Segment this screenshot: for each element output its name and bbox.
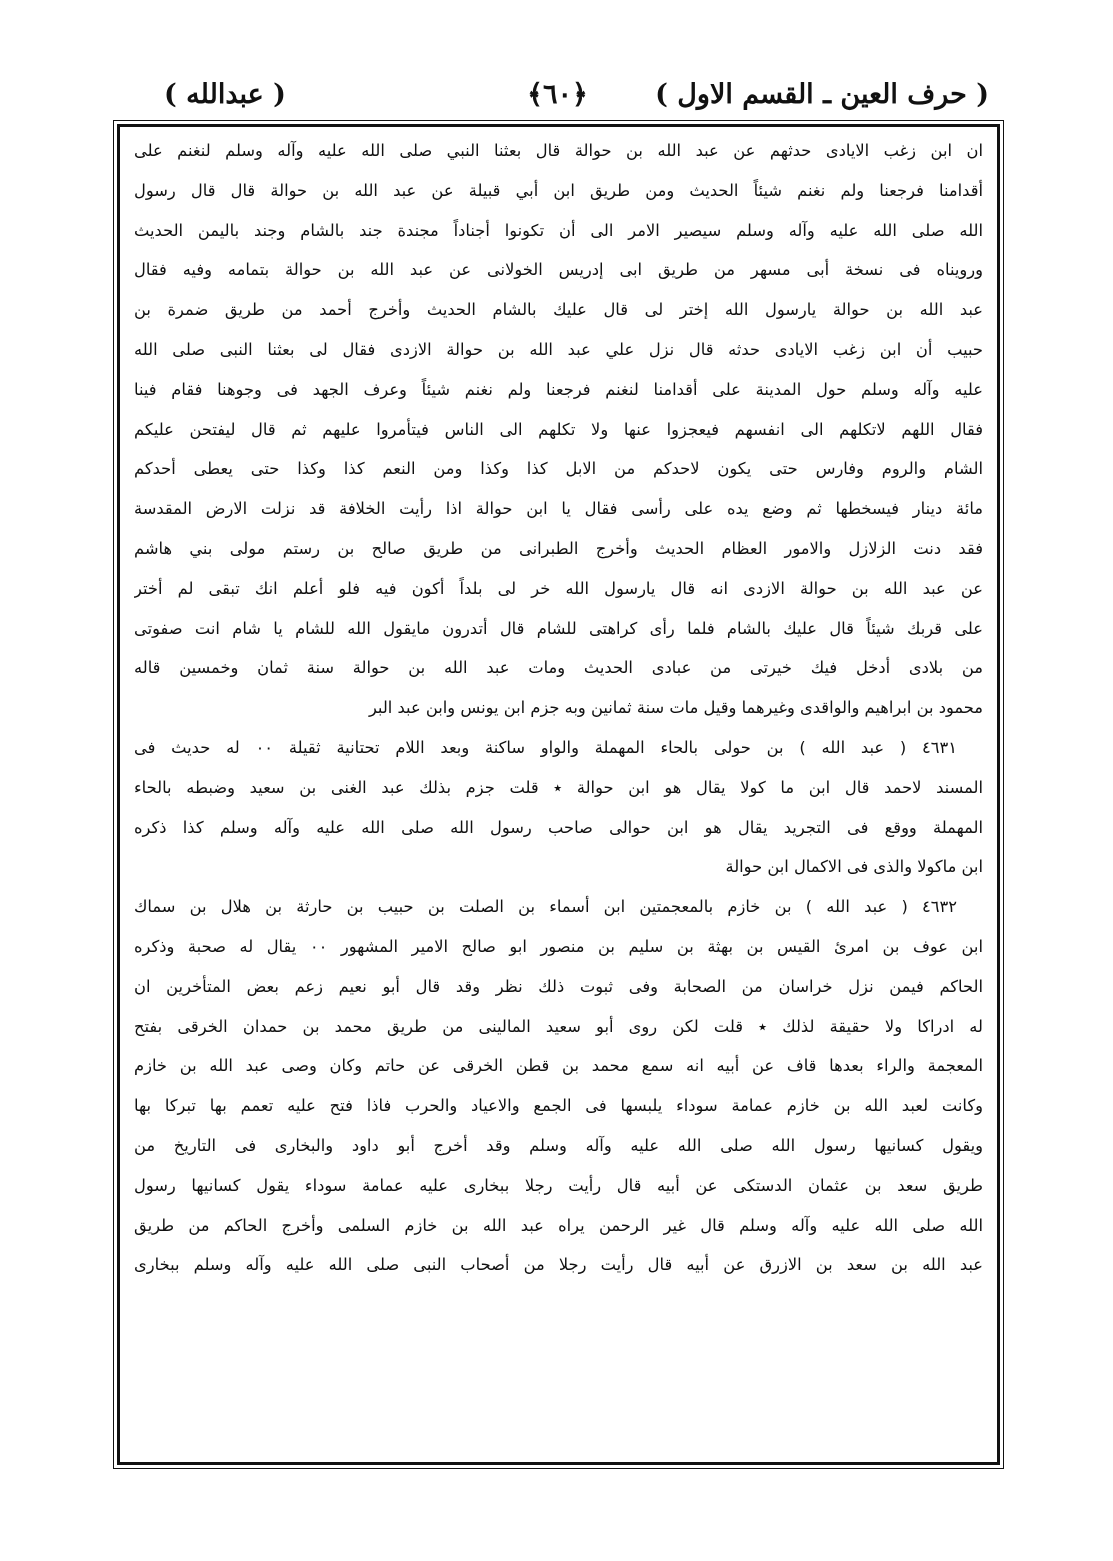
text-line: أقدامنا فرجعنا ولم نغنم شيئاً الحديث ومن طريق ابن أبي قبيلة عن عبد الله بن حوالة قال قال رسول: [134, 180, 983, 200]
text-line: مائة دينار فيسخطها ثم وضع يده على رأسى فقال يا ابن حوالة اذا رأيت الخلافة قد نزلت الارض المقدسة: [134, 499, 983, 519]
text-line: فقد دنت الزلازل والامور العظام الحديث وأخرج الطبرانى من طريق صالح بن رستم مولى بني هاشم: [134, 538, 983, 558]
entry-heading-line: ٤٦٣١ ( عبد الله ) بن حولى بالحاء المهملة والواو ساكنة وبعد اللام تحتانية ثقيلة ٠٠ له حديث فى: [134, 737, 957, 757]
text-line: عبد الله بن سعد بن الازرق عن أبيه قال رأيت رجلا من أصحاب النبى صلى الله عليه وآله وسلم ببخارى: [134, 1255, 983, 1275]
text-line: طريق سعد بن عثمان الدستكى عن أبيه قال رأيت رجلا ببخارى عليه عمامة سوداء يقول كسانيها رسول: [134, 1175, 983, 1195]
text-line: من بلادى أدخل فيك خيرتى من عبادى الحديث ومات عبد الله بن حوالة سنة ثمان وخمسين قاله: [134, 658, 983, 678]
text-line: عن عبد الله بن حوالة الازدى انه قال يارسول الله خر لى بلداً أكون فيه فلو أعلم انك تبقى لم أختر: [134, 578, 983, 598]
text-frame: [117, 124, 1000, 1465]
text-line: المعجمة والراء بعدها قاف عن أبيه انه سمع محمد بن قطن الخرقى عن حاتم وكان وصى عبد الله بن خازم: [134, 1056, 983, 1076]
running-head-section: ( حرف العين ـ القسم الاول ): [655, 79, 989, 110]
text-line: ويقول كسانيها رسول الله صلى الله عليه وآله وسلم وقد أخرج أبو داود والبخارى فى التاريخ من: [134, 1135, 983, 1155]
text-line: حبيب أن ابن زغب الايادى حدثه قال نزل علي عبد الله بن حوالة الازدى فقال لى بعثنا النبى صلى الله: [134, 339, 983, 359]
text-line: الحاكم فيمن نزل خراسان من الصحابة وفى ثبوت ذلك نظر وقد قال أبو نعيم زعم بعض المتأخرين ان: [134, 976, 983, 996]
text-line: وكانت لعبد الله بن خازم عمامة سوداء يلبسها فى الجمع والاعياد والحرب فاذا فتح عليه تعمم بها تبركا بها: [134, 1096, 983, 1116]
text-line: ابن ماكولا والذى فى الاكمال ابن حوالة: [725, 857, 983, 877]
text-line: ورويناه فى نسخة أبى مسهر من طريق ابى إدريس الخولانى عن عبد الله بن حوالة بتمامه وفيه فقال: [134, 260, 983, 280]
text-line: الله صلى الله عليه وآله وسلم سيصير الامر الى أن تكونوا أجناداً مجندة جند بالشام وجند باليمن الحديث: [134, 220, 983, 240]
text-line: عبد الله بن حوالة يارسول الله إختر لى قال عليك بالشام الحديث وأخرج أحمد من طريق ضمرة بن: [134, 300, 983, 320]
text-line: له ادراكا ولا حقيقة لذلك ٭ قلت لكن روى أبو سعيد المالينى من طريق محمد بن حمدان الخرقى بفتح: [134, 1016, 983, 1036]
running-head-entry: ( عبدالله ): [164, 79, 286, 110]
text-line: ابن عوف بن امرئ القيس بن بهثة بن سليم بن منصور ابو صالح الامير المشهور ٠٠ يقال له صحبة وذكره: [134, 936, 983, 956]
page-header: [120, 70, 995, 120]
text-line: فقال اللهم لاتكلهم الى انفسهم فيعجزوا عنها ولا تكلهم الى الناس فيتأمروا عليهم ثم قال ليفتحن عليكم: [134, 419, 983, 439]
text-line: ان ابن زغب الايادى حدثهم عن عبد الله بن حوالة قال بعثنا النبي صلى الله عليه وآله وسلم لنغنم على: [134, 141, 983, 160]
page-number: ﴿٦٠﴾: [527, 79, 588, 110]
text-line: الله صلى الله عليه وآله وسلم قال غير الرحمن يراه عبد الله بن خازم السلمى وأخرج الحاكم من طريق: [134, 1215, 983, 1235]
text-line: على قربك شيئاً قال عليك بالشام فلما رأى كراهتى للشام قال أتدرون مايقول الله للشام يا شام انت صفوتى: [134, 618, 983, 638]
page-text: [134, 131, 983, 1285]
text-line: عليه وآله وسلم حول المدينة على أقدامنا لنغنم فرجعنا ولم نغنم شيئاً وعرف الجهد فى وجوهنا فقام فينا: [134, 379, 983, 399]
text-line: الشام والروم وفارس حتى يكون لاحدكم من الابل كذا وكذا ومن النعم كذا وكذا حتى يعطى أحدكم: [134, 459, 983, 479]
text-line: المهملة ووقع فى التجريد يقال هو ابن حوالى صاحب رسول الله صلى الله عليه وآله وسلم كذا ذكره: [134, 817, 983, 837]
entry-heading-line: ٤٦٣٢ ( عبد الله ) بن خازم بالمعجمتين ابن أسماء بن الصلت بن حبيب بن حارثة بن هلال بن سماك: [134, 897, 957, 917]
text-line: محمود بن ابراهيم والواقدى وغيرهما وقيل مات سنة ثمانين وبه جزم ابن يونس وابن عبد البر: [368, 698, 983, 718]
text-line: المسند لاحمد قال ابن ما كولا يقال هو ابن حوالة ٭ قلت جزم بذلك عبد الغنى بن سعيد وضبطه بالحاء: [134, 777, 983, 797]
